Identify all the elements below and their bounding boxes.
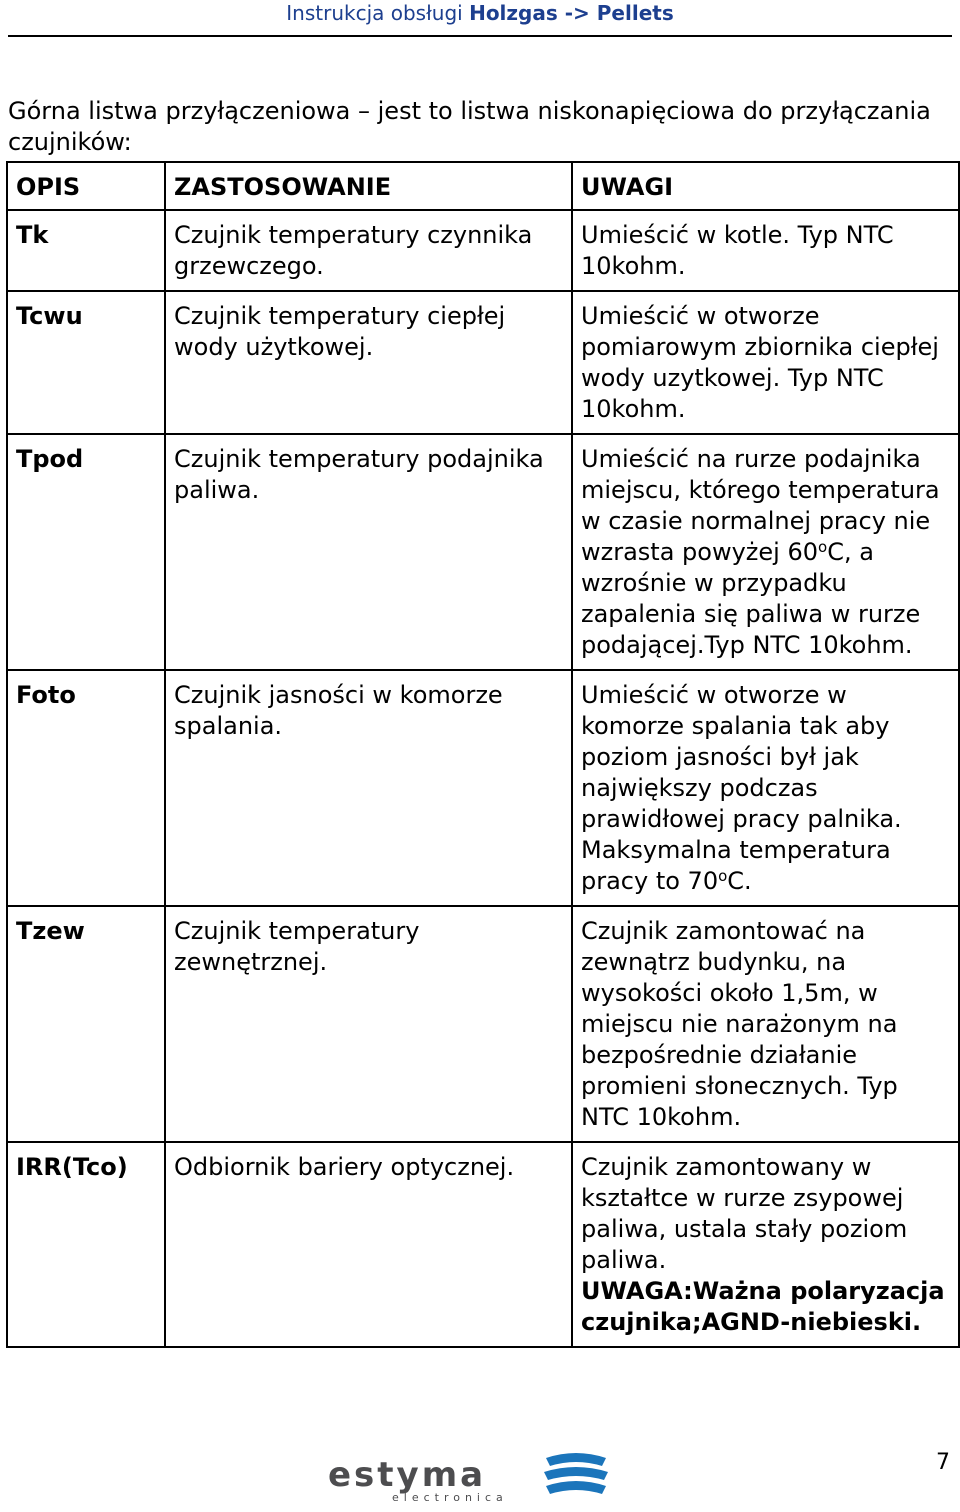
degree-sign: o [818,538,828,556]
sensor-name: Tk [7,210,165,291]
sensor-use: Czujnik temperatury ciepłej wody użytkowej. [165,291,572,434]
page-header [0,0,960,36]
logo-swoosh-icon [544,1453,608,1494]
table-row [7,906,959,1142]
sensor-notes: Czujnik zamontować na zewnątrz budynku, na wysokości około 1,5m, w miejscu nie narażonym na bezpośrednie działanie promieni słonecznych. Typ NTC 10kohm. [572,906,959,1142]
notes-text: C, a wzrośnie w przypadku zapalenia się paliwa w rurze podającej.Typ NTC 10kohm. [581,538,921,659]
table-row [7,291,959,434]
header-title: Holzgas -> Pellets [469,1,674,25]
header-prefix: Instrukcja obsługi [286,1,463,25]
sensor-use: Czujnik temperatury zewnętrznej. [165,906,572,1142]
logo-brand-text: estyma [328,1455,487,1495]
page-number: 7 [936,1450,950,1475]
table-row [7,670,959,906]
table-row [7,434,959,670]
degree-sign: o [718,867,728,885]
table-header-row [7,162,959,210]
sensor-name: Tpod [7,434,165,670]
sensor-notes [572,434,959,670]
sensor-notes [572,670,959,906]
header-divider [8,35,952,37]
notes-text: Umieścić na rurze podajnika miejscu, którego temperatura w czasie normalnej pracy nie wzrasta powyżej 60 [581,445,940,566]
sensor-name: Foto [7,670,165,906]
estyma-logo [320,1446,620,1506]
sensor-use: Czujnik jasności w komorze spalania. [165,670,572,906]
sensor-name: IRR(Tco) [7,1142,165,1347]
sensor-notes: Umieścić w otworze pomiarowym zbiornika ciepłej wody uzytkowej. Typ NTC 10kohm. [572,291,959,434]
column-header-zastosowanie: ZASTOSOWANIE [165,162,572,210]
notes-text: Umieścić w otworze w komorze spalania tak aby poziom jasności był jak największy podczas prawidłowej pracy palnika. Maksymalna temperatura pracy to 70 [581,681,902,895]
sensor-name: Tcwu [7,291,165,434]
table-row [7,1142,959,1347]
notes-text: Czujnik zamontowany w kształtce w rurze zsypowej paliwa, ustala stały poziom paliwa. [581,1153,908,1274]
sensor-use: Czujnik temperatury podajnika paliwa. [165,434,572,670]
sensor-use: Odbiornik bariery optycznej. [165,1142,572,1347]
column-header-uwagi: UWAGI [572,162,959,210]
table-row [7,210,959,291]
polarity-warning: UWAGA:Ważna polaryzacja czujnika;AGND-niebieski. [581,1277,945,1336]
logo-sub-text: electronica [392,1491,508,1504]
notes-text: C. [727,867,752,895]
sensor-table [6,161,960,1348]
sensor-name: Tzew [7,906,165,1142]
intro-paragraph: Górna listwa przyłączeniowa – jest to listwa niskonapięciowa do przyłączania czujników: [8,97,931,156]
sensor-notes: Umieścić w kotle. Typ NTC 10kohm. [572,210,959,291]
sensor-notes [572,1142,959,1347]
column-header-opis: OPIS [7,162,165,210]
sensor-use: Czujnik temperatury czynnika grzewczego. [165,210,572,291]
